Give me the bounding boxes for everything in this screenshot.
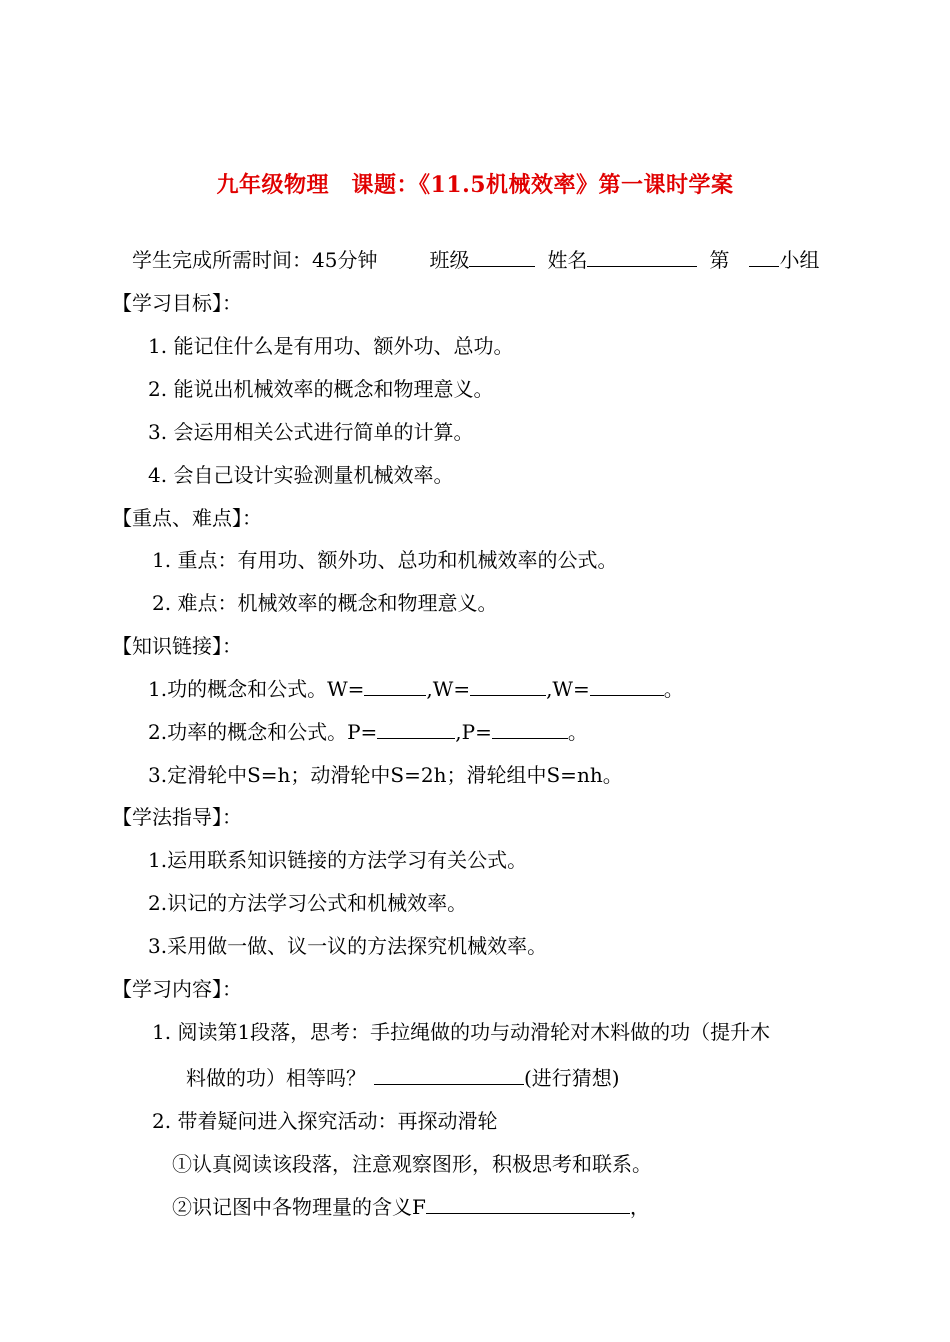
work-blank-2[interactable] xyxy=(470,675,546,696)
knowledge-heading: 【知识链接】： xyxy=(112,634,242,658)
name-blank[interactable] xyxy=(587,246,697,267)
power-sep: ,P= xyxy=(455,720,492,744)
method-item: 1.运用联系知识链接的方法学习有关公式。 xyxy=(148,848,528,872)
power-blank-1[interactable] xyxy=(377,718,455,739)
content-item-1-line-1: 1. 阅读第1段落，思考：手拉绳做的功与动滑轮对木料做的功（提升木 xyxy=(152,1020,771,1044)
method-item: 3.采用做一做、议一议的方法探究机械效率。 xyxy=(148,934,548,958)
group-blank[interactable] xyxy=(749,246,779,267)
goal-item: 2. 能说出机械效率的概念和物理意义。 xyxy=(148,377,494,401)
class-blank[interactable] xyxy=(469,246,535,267)
time-label: 学生完成所需时间：45分钟 xyxy=(132,248,378,272)
group-prefix: 第 xyxy=(709,248,730,272)
work-blank-3[interactable] xyxy=(590,675,664,696)
method-item: 2.识记的方法学习公式和机械效率。 xyxy=(148,891,468,915)
content-item-2: 2. 带着疑问进入探究活动：再探动滑轮 xyxy=(152,1109,498,1133)
quantity-comma: ， xyxy=(629,1195,650,1219)
content-heading: 【学习内容】： xyxy=(112,977,242,1001)
content-sub-1: ①认真阅读该段落，注意观察图形，积极思考和联系。 xyxy=(172,1152,652,1176)
student-info-line xyxy=(132,246,819,274)
name-label: 姓名 xyxy=(547,248,588,272)
page-title: 九年级物理 课题：《11.5机械效率》第一课时学案 xyxy=(216,172,734,198)
quantity-meaning-label: ②识记图中各物理量的含义F xyxy=(172,1195,426,1219)
work-sep-1: ,W= xyxy=(426,677,471,701)
key-point-item: 2. 难点：机械效率的概念和物理意义。 xyxy=(152,591,498,615)
method-heading: 【学法指导】： xyxy=(112,805,242,829)
content-sub-2 xyxy=(172,1193,650,1221)
group-suffix: 小组 xyxy=(779,248,820,272)
work-sep-2: ,W= xyxy=(546,677,590,701)
knowledge-item-pulley: 3.定滑轮中S=h；动滑轮中S=2h；滑轮组中S=nh。 xyxy=(148,763,623,787)
goal-item: 3. 会运用相关公式进行简单的计算。 xyxy=(148,420,474,444)
class-label: 班级 xyxy=(429,248,470,272)
key-point-item: 1. 重点：有用功、额外功、总功和机械效率的公式。 xyxy=(152,548,618,572)
guess-question: 料做的功）相等吗？ xyxy=(186,1066,366,1090)
power-blank-2[interactable] xyxy=(492,718,568,739)
power-formula-label: 2.功率的概念和公式。P= xyxy=(148,720,378,744)
power-end: 。 xyxy=(567,720,588,744)
guess-note: (进行猜想) xyxy=(524,1066,620,1090)
guess-blank[interactable] xyxy=(374,1064,524,1085)
work-end: 。 xyxy=(663,677,684,701)
key-points-heading: 【重点、难点】： xyxy=(112,506,262,530)
work-formula-label: 1.功的概念和公式。W= xyxy=(148,677,365,701)
content-item-1-line-2 xyxy=(186,1064,620,1092)
goal-item: 4. 会自己设计实验测量机械效率。 xyxy=(148,463,454,487)
quantity-f-blank[interactable] xyxy=(426,1193,630,1214)
work-blank-1[interactable] xyxy=(364,675,426,696)
goal-item: 1. 能记住什么是有用功、额外功、总功。 xyxy=(148,334,514,358)
goals-heading: 【学习目标】： xyxy=(112,291,242,315)
knowledge-item-power xyxy=(148,718,588,746)
knowledge-item-work xyxy=(148,675,684,703)
